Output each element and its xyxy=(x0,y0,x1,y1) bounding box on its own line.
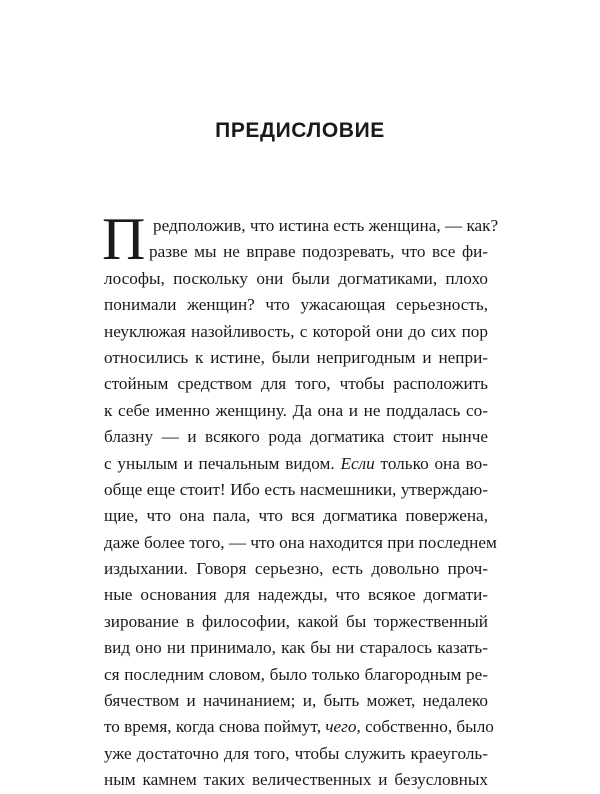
italic-word: Если xyxy=(340,453,375,473)
line-text: с унылым и печальным видом. xyxy=(104,453,335,473)
text-line-9: блазну — и всякого рода догматика стоит нынче xyxy=(104,427,488,447)
text-line-14: издыхании. Говоря серьезно, есть довольно проч- xyxy=(104,559,488,579)
text-line-11: обще еще стоит! Ибо есть насмешники, утверждаю- xyxy=(104,479,488,499)
text-line-13: даже более того, — что она находится при последнем xyxy=(104,532,497,552)
line-text: собственно, было xyxy=(365,717,494,737)
line-text: то время, когда снова поймут, xyxy=(104,717,322,737)
text-line-16: зирование в философии, какой бы торжественный xyxy=(104,611,488,631)
body-text xyxy=(102,206,499,794)
line-text: только она во- xyxy=(380,453,488,473)
text-line-2: разве мы не вправе подозревать, что все фи- xyxy=(149,242,488,262)
text-line-22: ным камнем таких величественных и безусловных xyxy=(104,770,488,790)
text-line-20 xyxy=(104,714,494,740)
text-line-17: вид оно ни принимало, как бы ни старалось казать- xyxy=(104,638,488,658)
drop-cap: П xyxy=(102,206,146,272)
page-title: ПРЕДИСЛОВИЕ xyxy=(215,119,385,142)
text-line-10 xyxy=(104,451,488,477)
text-line-18: ся последним словом, было только благородным ре- xyxy=(104,664,488,684)
text-line-12: щие, что она пала, что вся догматика повержена, xyxy=(104,506,488,526)
text-line-15: ные основания для надежды, что всякое догмати- xyxy=(104,585,488,605)
text-line-7: стойным средством для того, чтобы расположить xyxy=(104,374,488,394)
text-line-21: уже достаточно для того, чтобы служить краеуголь- xyxy=(104,743,488,763)
text-line-3: лософы, поскольку они были догматиками, плохо xyxy=(104,268,488,288)
text-line-6: относились к истине, были непригодным и непри- xyxy=(104,347,488,367)
text-line-19: бячеством и начинанием; и, быть может, недалеко xyxy=(104,691,488,711)
italic-word: чего, xyxy=(325,717,361,737)
line-text: редположив, что истина есть женщина, — как? xyxy=(153,216,499,235)
text-line-5: неуклюжая назойливость, с которой они до сих пор xyxy=(104,321,488,341)
text-line-4: понимали женщин? что ужасающая серьезность, xyxy=(104,295,488,315)
text-line-8: к себе именно женщину. Да она и не поддалась со- xyxy=(104,400,488,420)
